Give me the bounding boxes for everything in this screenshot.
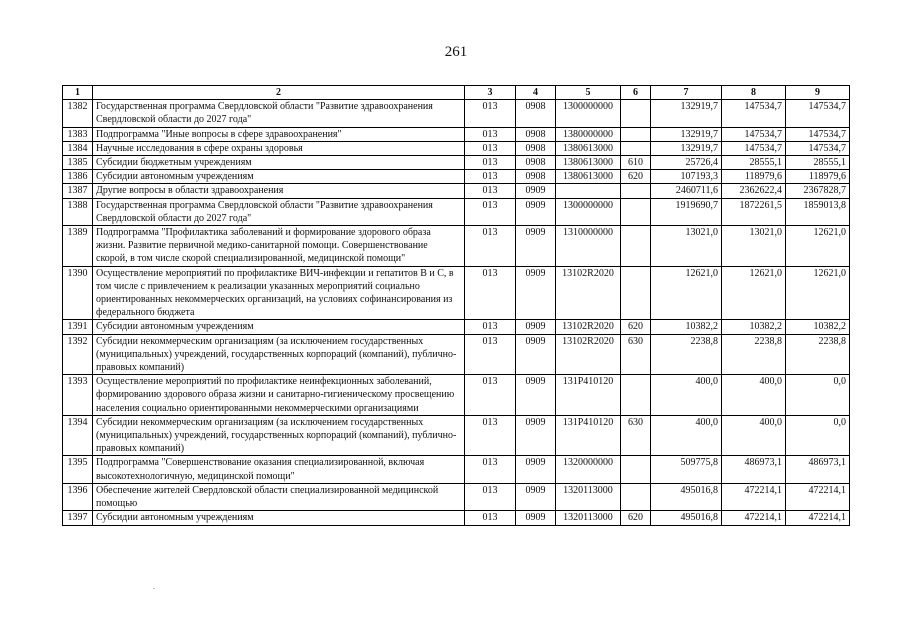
budget-table bbox=[62, 85, 850, 526]
amount-year-1: 132919,7 bbox=[651, 100, 722, 127]
ministry-code: 013 bbox=[465, 375, 516, 416]
amount-year-3: 12621,0 bbox=[786, 266, 850, 320]
amount-year-2: 486973,1 bbox=[722, 456, 786, 483]
table-row bbox=[63, 100, 850, 127]
target-article-code: 1310000000 bbox=[556, 226, 621, 267]
section-code: 0908 bbox=[516, 141, 556, 155]
row-description: Осуществление мероприятий по профилактике неинфекционных заболеваний, формированию здорового образа жизни и санитарно-гигиеническому просвещению населения социально ориентированными некоммерческими организациями bbox=[93, 375, 465, 416]
table-row bbox=[63, 127, 850, 141]
table-row bbox=[63, 184, 850, 198]
amount-year-1: 132919,7 bbox=[651, 141, 722, 155]
expense-type-code: 630 bbox=[621, 334, 651, 375]
amount-year-2: 2238,8 bbox=[722, 334, 786, 375]
expense-type-code: 610 bbox=[621, 156, 651, 170]
ministry-code: 013 bbox=[465, 141, 516, 155]
table-row bbox=[63, 156, 850, 170]
section-code: 0908 bbox=[516, 170, 556, 184]
ministry-code: 013 bbox=[465, 266, 516, 320]
row-description: Субсидии автономным учреждениям bbox=[93, 511, 465, 525]
ministry-code: 013 bbox=[465, 127, 516, 141]
table-row bbox=[63, 456, 850, 483]
amount-year-1: 1919690,7 bbox=[651, 198, 722, 225]
amount-year-2: 472214,1 bbox=[722, 483, 786, 510]
table-row bbox=[63, 334, 850, 375]
table-row bbox=[63, 226, 850, 267]
page-number: 261 bbox=[444, 44, 468, 60]
target-article-code: 1320113000 bbox=[556, 511, 621, 525]
table-row bbox=[63, 375, 850, 416]
expense-type-code bbox=[621, 100, 651, 127]
header-row bbox=[63, 86, 850, 100]
column-header: 5 bbox=[556, 86, 621, 100]
target-article-code bbox=[556, 184, 621, 198]
row-description: Другие вопросы в области здравоохранения bbox=[93, 184, 465, 198]
amount-year-2: 118979,6 bbox=[722, 170, 786, 184]
column-header: 3 bbox=[465, 86, 516, 100]
amount-year-1: 10382,2 bbox=[651, 320, 722, 334]
table-row bbox=[63, 415, 850, 456]
ministry-code: 013 bbox=[465, 198, 516, 225]
column-header: 4 bbox=[516, 86, 556, 100]
table-row bbox=[63, 483, 850, 510]
row-description: Государственная программа Свердловской области "Развитие здравоохранения Свердловской области до 2027 года" bbox=[93, 198, 465, 225]
row-number: 1391 bbox=[63, 320, 93, 334]
row-description: Подпрограмма "Иные вопросы в сфере здравоохранения" bbox=[93, 127, 465, 141]
row-number: 1383 bbox=[63, 127, 93, 141]
table-row bbox=[63, 141, 850, 155]
column-header: 9 bbox=[786, 86, 850, 100]
target-article-code: 1320000000 bbox=[556, 456, 621, 483]
amount-year-1: 107193,3 bbox=[651, 170, 722, 184]
amount-year-1: 25726,4 bbox=[651, 156, 722, 170]
amount-year-2: 147534,7 bbox=[722, 141, 786, 155]
amount-year-2: 147534,7 bbox=[722, 127, 786, 141]
table-row bbox=[63, 266, 850, 320]
target-article-code: 1300000000 bbox=[556, 100, 621, 127]
row-description: Субсидии автономным учреждениям bbox=[93, 170, 465, 184]
ministry-code: 013 bbox=[465, 184, 516, 198]
row-description: Субсидии некоммерческим организациям (за исключением государственных (муниципальных) учреждений, государственных корпораций (компаний), публично-правовых компаний) bbox=[93, 415, 465, 456]
section-code: 0908 bbox=[516, 100, 556, 127]
amount-year-3: 2367828,7 bbox=[786, 184, 850, 198]
section-code: 0909 bbox=[516, 375, 556, 416]
section-code: 0909 bbox=[516, 511, 556, 525]
amount-year-2: 1872261,5 bbox=[722, 198, 786, 225]
expense-type-code bbox=[621, 266, 651, 320]
target-article-code: 1380613000 bbox=[556, 170, 621, 184]
ministry-code: 013 bbox=[465, 156, 516, 170]
row-number: 1394 bbox=[63, 415, 93, 456]
section-code: 0909 bbox=[516, 226, 556, 267]
expense-type-code bbox=[621, 141, 651, 155]
row-description: Подпрограмма "Профилактика заболеваний и формирование здорового образа жизни. Развитие первичной медико-санитарной помощи. Совершенствование скорой, в том числе скорой специализированной, медицинской помощи" bbox=[93, 226, 465, 267]
scan-dot: . bbox=[153, 582, 155, 591]
row-number: 1393 bbox=[63, 375, 93, 416]
amount-year-1: 400,0 bbox=[651, 375, 722, 416]
row-number: 1395 bbox=[63, 456, 93, 483]
amount-year-2: 472214,1 bbox=[722, 511, 786, 525]
table-row bbox=[63, 170, 850, 184]
expense-type-code bbox=[621, 226, 651, 267]
target-article-code: 13102R2020 bbox=[556, 266, 621, 320]
column-header: 2 bbox=[93, 86, 465, 100]
column-header: 1 bbox=[63, 86, 93, 100]
amount-year-2: 400,0 bbox=[722, 375, 786, 416]
column-header: 6 bbox=[621, 86, 651, 100]
amount-year-3: 28555,1 bbox=[786, 156, 850, 170]
amount-year-3: 2238,8 bbox=[786, 334, 850, 375]
section-code: 0909 bbox=[516, 198, 556, 225]
row-description: Субсидии бюджетным учреждениям bbox=[93, 156, 465, 170]
section-code: 0909 bbox=[516, 483, 556, 510]
target-article-code: 1300000000 bbox=[556, 198, 621, 225]
section-code: 0909 bbox=[516, 320, 556, 334]
section-code: 0909 bbox=[516, 334, 556, 375]
section-code: 0909 bbox=[516, 266, 556, 320]
expense-type-code bbox=[621, 184, 651, 198]
target-article-code: 1380613000 bbox=[556, 156, 621, 170]
row-number: 1385 bbox=[63, 156, 93, 170]
target-article-code: 1380000000 bbox=[556, 127, 621, 141]
expense-type-code bbox=[621, 375, 651, 416]
amount-year-1: 13021,0 bbox=[651, 226, 722, 267]
table-row bbox=[63, 320, 850, 334]
section-code: 0909 bbox=[516, 415, 556, 456]
ministry-code: 013 bbox=[465, 456, 516, 483]
target-article-code: 13102R2020 bbox=[556, 334, 621, 375]
ministry-code: 013 bbox=[465, 415, 516, 456]
ministry-code: 013 bbox=[465, 100, 516, 127]
row-description: Подпрограмма "Совершенствование оказания специализированной, включая высокотехнологичную, медицинской помощи" bbox=[93, 456, 465, 483]
row-number: 1387 bbox=[63, 184, 93, 198]
amount-year-3: 472214,1 bbox=[786, 483, 850, 510]
row-number: 1388 bbox=[63, 198, 93, 225]
amount-year-1: 2460711,6 bbox=[651, 184, 722, 198]
ministry-code: 013 bbox=[465, 511, 516, 525]
row-number: 1389 bbox=[63, 226, 93, 267]
amount-year-3: 147534,7 bbox=[786, 100, 850, 127]
section-code: 0908 bbox=[516, 127, 556, 141]
amount-year-3: 0,0 bbox=[786, 375, 850, 416]
amount-year-1: 2238,8 bbox=[651, 334, 722, 375]
expense-type-code bbox=[621, 127, 651, 141]
target-article-code: 1320113000 bbox=[556, 483, 621, 510]
row-description: Государственная программа Свердловской области "Развитие здравоохранения Свердловской области до 2027 года" bbox=[93, 100, 465, 127]
row-number: 1386 bbox=[63, 170, 93, 184]
amount-year-3: 147534,7 bbox=[786, 141, 850, 155]
row-number: 1384 bbox=[63, 141, 93, 155]
ministry-code: 013 bbox=[465, 170, 516, 184]
amount-year-2: 147534,7 bbox=[722, 100, 786, 127]
expense-type-code: 620 bbox=[621, 511, 651, 525]
ministry-code: 013 bbox=[465, 320, 516, 334]
amount-year-1: 400,0 bbox=[651, 415, 722, 456]
amount-year-3: 486973,1 bbox=[786, 456, 850, 483]
row-description: Обеспечение жителей Свердловской области специализированной медицинской помощью bbox=[93, 483, 465, 510]
expense-type-code bbox=[621, 483, 651, 510]
row-number: 1382 bbox=[63, 100, 93, 127]
amount-year-3: 147534,7 bbox=[786, 127, 850, 141]
amount-year-1: 495016,8 bbox=[651, 511, 722, 525]
expense-type-code bbox=[621, 198, 651, 225]
row-number: 1392 bbox=[63, 334, 93, 375]
amount-year-3: 10382,2 bbox=[786, 320, 850, 334]
amount-year-3: 1859013,8 bbox=[786, 198, 850, 225]
column-header: 7 bbox=[651, 86, 722, 100]
amount-year-2: 12621,0 bbox=[722, 266, 786, 320]
row-number: 1397 bbox=[63, 511, 93, 525]
section-code: 0909 bbox=[516, 184, 556, 198]
expense-type-code: 630 bbox=[621, 415, 651, 456]
section-code: 0908 bbox=[516, 156, 556, 170]
table-row bbox=[63, 511, 850, 525]
amount-year-2: 2362622,4 bbox=[722, 184, 786, 198]
row-number: 1396 bbox=[63, 483, 93, 510]
amount-year-1: 509775,8 bbox=[651, 456, 722, 483]
target-article-code: 1380613000 bbox=[556, 141, 621, 155]
row-description: Научные исследования в сфере охраны здоровья bbox=[93, 141, 465, 155]
ministry-code: 013 bbox=[465, 483, 516, 510]
target-article-code: 13102R2020 bbox=[556, 320, 621, 334]
row-number: 1390 bbox=[63, 266, 93, 320]
expense-type-code: 620 bbox=[621, 320, 651, 334]
amount-year-2: 400,0 bbox=[722, 415, 786, 456]
amount-year-2: 13021,0 bbox=[722, 226, 786, 267]
amount-year-3: 118979,6 bbox=[786, 170, 850, 184]
expense-type-code: 620 bbox=[621, 170, 651, 184]
table-row bbox=[63, 198, 850, 225]
row-description: Субсидии некоммерческим организациям (за исключением государственных (муниципальных) учреждений, государственных корпораций (компаний), публично-правовых компаний) bbox=[93, 334, 465, 375]
row-description: Субсидии автономным учреждениям bbox=[93, 320, 465, 334]
ministry-code: 013 bbox=[465, 226, 516, 267]
column-header: 8 bbox=[722, 86, 786, 100]
amount-year-1: 132919,7 bbox=[651, 127, 722, 141]
amount-year-2: 28555,1 bbox=[722, 156, 786, 170]
ministry-code: 013 bbox=[465, 334, 516, 375]
amount-year-3: 0,0 bbox=[786, 415, 850, 456]
amount-year-1: 495016,8 bbox=[651, 483, 722, 510]
amount-year-3: 472214,1 bbox=[786, 511, 850, 525]
amount-year-1: 12621,0 bbox=[651, 266, 722, 320]
section-code: 0909 bbox=[516, 456, 556, 483]
target-article-code: 131P410120 bbox=[556, 415, 621, 456]
amount-year-2: 10382,2 bbox=[722, 320, 786, 334]
expense-type-code bbox=[621, 456, 651, 483]
target-article-code: 131P410120 bbox=[556, 375, 621, 416]
row-description: Осуществление мероприятий по профилактике ВИЧ-инфекции и гепатитов В и С, в том числе с привлечением к реализации указанных мероприятий социально ориентированных некоммерческих организаций, на условиях софинансирования из федерального бюджета bbox=[93, 266, 465, 320]
amount-year-3: 12621,0 bbox=[786, 226, 850, 267]
